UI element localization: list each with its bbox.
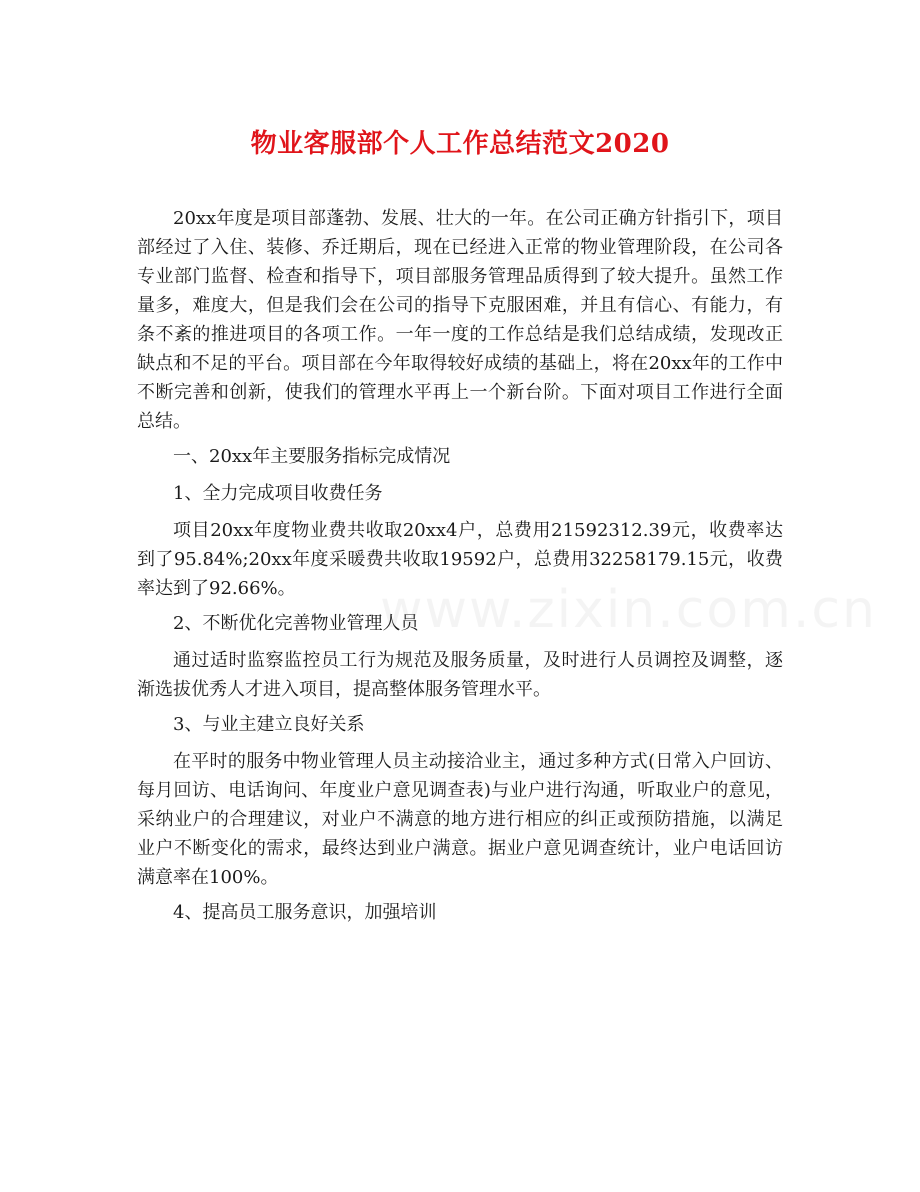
subsection-heading-3: 3、与业主建立良好关系 — [173, 714, 365, 735]
section-heading-1: 一、20xx年主要服务指标完成情况 — [173, 446, 451, 467]
paragraph-intro: 20xx年度是项目部蓬勃、发展、壮大的一年。在公司正确方针指引下，项目部经过了入住、装修、乔迁期后，现在已经进入正常的物业管理阶段，在公司各专业部门监督、检查和指导下，项目部服务管理品质得到了较大提升。虽然工作量多，难度大，但是我们会在公司的指导下克服困难，并且有信心、有能力，有条不紊的推进项目的各项工作。一年一度的工作总结是我们总结成绩，发现改正缺点和不足的平台。项目部在今年取得较好成绩的基础上，将在20xx年的工作中不断完善和创新，使我们的管理水平再上一个新台阶。下面对项目工作进行全面总结。 — [137, 208, 783, 432]
paragraph-fees: 项目20xx年度物业费共收取20xx4户，总费用21592312.39元，收费率达到了95.84%;20xx年度采暖费共收取19592户，总费用32258179.15元，收费率达到了92.66%。 — [137, 520, 783, 599]
paragraph-staff: 通过适时监察监控员工行为规范及服务质量，及时进行人员调控及调整，逐渐选拔优秀人才进入项目，提高整体服务管理水平。 — [137, 650, 783, 700]
subsection-heading-2: 2、不断优化完善物业管理人员 — [173, 613, 419, 634]
document-title: 物业客服部个人工作总结范文2020 — [250, 129, 670, 159]
watermark-text: www.zixin.com.cn — [380, 580, 877, 640]
subsection-heading-1: 1、全力完成项目收费任务 — [173, 483, 383, 504]
subsection-heading-4: 4、提高员工服务意识，加强培训 — [173, 902, 437, 923]
document-body — [137, 204, 783, 935]
paragraph-relations: 在平时的服务中物业管理人员主动接洽业主，通过多种方式(日常入户回访、每月回访、电话询问、年度业户意见调查表)与业户进行沟通，听取业户的意见，采纳业户的合理建议，对业户不满意的地方进行相应的纠正或预防措施，以满足业户不断变化的需求，最终达到业户满意。据业户意见调查统计，业户电话回访满意率在100%。 — [137, 751, 783, 888]
